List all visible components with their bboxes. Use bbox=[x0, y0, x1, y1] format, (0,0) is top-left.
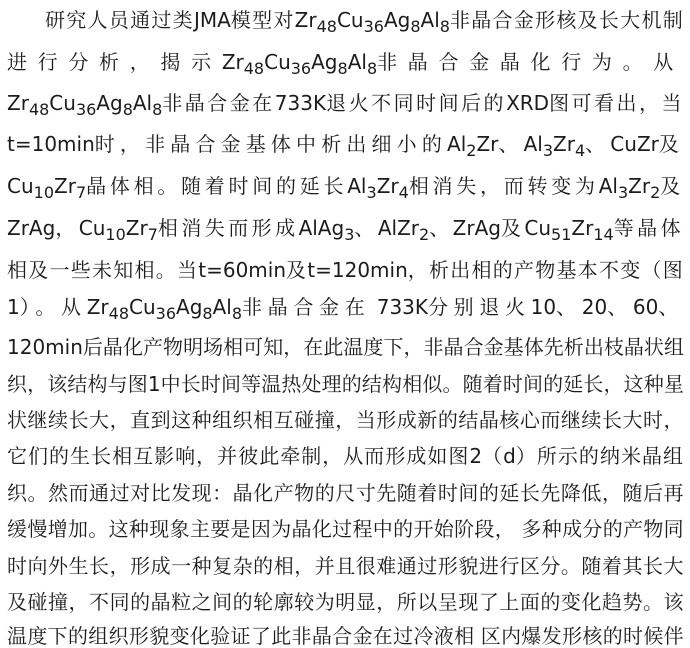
text-segment bbox=[7, 554, 684, 578]
text-segment bbox=[585, 132, 684, 156]
text-run: Al bbox=[347, 174, 367, 198]
text-segment bbox=[377, 174, 399, 198]
text-run: 1 bbox=[147, 372, 161, 396]
text-run: Cu bbox=[336, 8, 364, 32]
text-run: JMA bbox=[193, 8, 231, 32]
text-segment bbox=[450, 8, 684, 32]
text-run: Zr bbox=[476, 132, 499, 156]
text-run: ， bbox=[55, 216, 79, 240]
text-segment bbox=[409, 174, 618, 198]
subscript: 8 bbox=[231, 304, 243, 324]
text-run: ，析出相的产物基本不变（图 bbox=[407, 258, 685, 282]
text-run: t=120min bbox=[307, 258, 408, 282]
text-run: 非晶合金在 bbox=[162, 91, 275, 115]
text-segment bbox=[7, 295, 109, 319]
text-segment bbox=[348, 50, 367, 74]
text-segment bbox=[86, 174, 366, 198]
subscript: 4 bbox=[398, 183, 409, 203]
text-segment bbox=[660, 174, 684, 198]
text-run: Cu bbox=[7, 174, 34, 198]
text-segment bbox=[476, 132, 542, 156]
text-run: 、 bbox=[429, 216, 453, 240]
text-run: 进行分析，揭示 bbox=[7, 50, 222, 74]
text-run: 10 bbox=[530, 295, 557, 319]
subscript: 8 bbox=[366, 59, 378, 79]
subscript: 36 bbox=[75, 100, 97, 120]
text-segment bbox=[158, 216, 344, 240]
text-run: Zr bbox=[54, 174, 76, 198]
text-segment bbox=[377, 50, 684, 74]
text-run: 多种成分的产物同 bbox=[521, 517, 685, 541]
text-segment bbox=[7, 590, 684, 614]
paragraph-line-5 bbox=[7, 174, 685, 203]
subscript: 8 bbox=[337, 59, 348, 79]
paragraph-line-16 bbox=[7, 590, 684, 614]
text-run: Zr bbox=[376, 174, 399, 198]
subscript: 3 bbox=[542, 141, 553, 161]
subscript: 8 bbox=[439, 17, 450, 37]
paragraph-line-9 bbox=[7, 335, 684, 359]
text-run: XRD bbox=[506, 91, 550, 115]
text-segment bbox=[176, 295, 202, 319]
text-run: 研究人员通过类 bbox=[45, 8, 194, 32]
text-segment bbox=[553, 132, 575, 156]
paragraph-line-7 bbox=[7, 258, 684, 282]
text-run: 及碰撞，不同的晶粒之间的轮廓较为明显，所以呈现了上面的变化趋势。该 bbox=[7, 590, 684, 614]
paragraph-line-17 bbox=[7, 624, 684, 648]
subscript: 48 bbox=[316, 17, 337, 37]
subscript: 36 bbox=[363, 17, 384, 37]
text-segment bbox=[7, 624, 684, 648]
text-run: Zr bbox=[221, 50, 244, 74]
text-run: Ag bbox=[176, 295, 203, 319]
text-run: 、 bbox=[658, 295, 685, 319]
text-segment bbox=[126, 216, 148, 240]
text-run: 相消失而形成 bbox=[157, 216, 299, 240]
text-segment bbox=[7, 91, 29, 115]
paragraph-line-10 bbox=[7, 372, 684, 396]
text-run: Al bbox=[420, 8, 440, 32]
text-run: 、 bbox=[607, 295, 633, 319]
subscript: 10 bbox=[33, 183, 54, 203]
text-run: 、 bbox=[585, 132, 611, 156]
text-run: Cu bbox=[49, 91, 76, 115]
subscript: 10 bbox=[105, 225, 126, 245]
subscript: 2 bbox=[466, 141, 477, 161]
text-run: 织。然而通过对比发现：晶化产物的尺寸先随着时间的延长先降低，随后再 bbox=[7, 481, 684, 505]
paragraph-line-4 bbox=[7, 132, 685, 161]
text-segment bbox=[7, 258, 684, 282]
text-segment bbox=[45, 8, 317, 32]
text-run: AlZr bbox=[377, 216, 419, 240]
text-run: 60 bbox=[632, 295, 659, 319]
paragraph-line-13 bbox=[7, 481, 684, 505]
text-run: Zr bbox=[571, 216, 594, 240]
text-run: 织，该结构与图 bbox=[7, 372, 148, 396]
text-run: Cu bbox=[524, 216, 552, 240]
text-run: Al bbox=[447, 132, 467, 156]
text-run: 20 bbox=[581, 295, 608, 319]
text-run: Al bbox=[212, 295, 232, 319]
text-run: Zr bbox=[628, 174, 651, 198]
text-segment bbox=[7, 444, 684, 468]
text-segment bbox=[96, 91, 122, 115]
subscript: 51 bbox=[551, 225, 572, 245]
text-run: ZrAg bbox=[452, 216, 501, 240]
subscript: 7 bbox=[147, 225, 158, 245]
text-run: 状继续长大，直到这种组织相互碰撞，当形成新的结晶核心而继续长大时， bbox=[7, 408, 684, 432]
text-run: 1 bbox=[7, 295, 20, 319]
subscript: 7 bbox=[75, 183, 87, 203]
text-run: 733K bbox=[274, 91, 327, 115]
text-segment bbox=[7, 408, 684, 432]
text-segment bbox=[311, 50, 337, 74]
paragraph-line-2 bbox=[7, 50, 684, 79]
text-run: Al bbox=[523, 132, 543, 156]
text-run: t=10min bbox=[7, 132, 95, 156]
text-run: Ag bbox=[383, 8, 411, 32]
text-run: 、 bbox=[354, 216, 378, 240]
subscript: 3 bbox=[617, 183, 629, 203]
text-run: 缓慢增加。这种现象主要是因为晶化过程中的开始阶段， bbox=[7, 517, 516, 541]
subscript: 8 bbox=[202, 304, 213, 324]
text-run: 相消失，而转变为 bbox=[408, 174, 599, 198]
text-run: 它们的生长相互影响，并彼此牵制，从而形成如图 bbox=[7, 444, 470, 468]
subscript: 2 bbox=[419, 225, 430, 245]
text-run: 等晶体 bbox=[613, 216, 685, 240]
text-segment bbox=[49, 91, 76, 115]
text-segment bbox=[7, 335, 684, 359]
text-segment bbox=[133, 91, 152, 115]
text-run: AlAg bbox=[298, 216, 345, 240]
text-run: 及 bbox=[660, 174, 685, 198]
subscript: 48 bbox=[243, 59, 265, 79]
text-run: 非晶合金形核及长大机制 bbox=[449, 8, 685, 32]
paragraph-line-6 bbox=[7, 216, 685, 245]
text-run: 区内爆发形核的时候伴 bbox=[480, 624, 685, 648]
subscript: 4 bbox=[574, 141, 586, 161]
paragraph-line-12 bbox=[7, 444, 684, 468]
text-run: 时，非晶合金基体中析出细小的 bbox=[94, 132, 448, 156]
text-run: Cu bbox=[129, 295, 156, 319]
paragraph-line-1 bbox=[45, 8, 685, 37]
text-run: 中长时间等温热处理的结构相似。随着时间的延长，这种星 bbox=[160, 372, 685, 396]
text-segment bbox=[7, 174, 34, 198]
text-segment bbox=[213, 295, 232, 319]
subscript: 36 bbox=[155, 304, 177, 324]
text-segment bbox=[628, 174, 650, 198]
text-run: 、 bbox=[556, 295, 582, 319]
text-run: 2 bbox=[469, 444, 483, 468]
text-segment bbox=[7, 481, 684, 505]
text-run: 图可看出，当 bbox=[549, 91, 685, 115]
subscript: 48 bbox=[108, 304, 130, 324]
text-segment bbox=[162, 91, 684, 115]
subscript: 48 bbox=[28, 100, 50, 120]
text-segment bbox=[7, 517, 684, 541]
text-run: Al bbox=[347, 50, 367, 74]
text-run: Cu bbox=[78, 216, 106, 240]
text-segment bbox=[7, 50, 244, 74]
text-run: Al bbox=[598, 174, 618, 198]
text-run: Zr bbox=[7, 91, 29, 115]
text-run: 及 bbox=[500, 216, 525, 240]
text-run: CuZr bbox=[610, 132, 659, 156]
subscript: 36 bbox=[290, 59, 312, 79]
text-segment bbox=[614, 216, 684, 240]
text-run: 退火不同时间后的 bbox=[326, 91, 507, 115]
subscript: 8 bbox=[122, 100, 133, 120]
text-segment bbox=[54, 174, 76, 198]
text-run: Ag bbox=[96, 91, 123, 115]
text-run: 相及一些未知相。当 bbox=[7, 258, 199, 282]
text-run: Zr bbox=[294, 8, 317, 32]
text-segment bbox=[337, 8, 364, 32]
subscript: 3 bbox=[344, 225, 355, 245]
text-run: 晶体相。随着时间的延长 bbox=[86, 174, 348, 198]
text-run: 及 bbox=[658, 132, 685, 156]
text-run: Zr bbox=[125, 216, 148, 240]
text-run: t=60min bbox=[198, 258, 287, 282]
subscript: 8 bbox=[152, 100, 163, 120]
text-run: Ag bbox=[311, 50, 338, 74]
paragraph-line-8 bbox=[7, 295, 685, 324]
paragraph-line-11 bbox=[7, 408, 684, 432]
text-run: ZrAg bbox=[7, 216, 56, 240]
text-segment bbox=[264, 50, 291, 74]
text-segment bbox=[242, 295, 684, 319]
subscript: 8 bbox=[410, 17, 421, 37]
text-segment bbox=[7, 216, 105, 240]
text-run: Al bbox=[132, 91, 153, 115]
text-segment bbox=[429, 216, 551, 240]
text-run: 非晶合金晶化行为。从 bbox=[377, 50, 684, 74]
text-run: 、 bbox=[498, 132, 524, 156]
text-segment bbox=[421, 8, 440, 32]
text-run: 模型对 bbox=[230, 8, 295, 32]
text-run: ）所示的纳米晶组 bbox=[515, 444, 685, 468]
text-run: 后晶化产物明场相可知，在此温度下，非晶合金基体先析出枝晶状组 bbox=[82, 335, 684, 359]
text-segment bbox=[571, 216, 593, 240]
text-segment bbox=[384, 8, 410, 32]
subscript: 14 bbox=[593, 225, 614, 245]
text-run: d bbox=[503, 444, 516, 468]
text-run: 及 bbox=[286, 258, 308, 282]
paragraph-line-14 bbox=[7, 517, 684, 541]
text-run: Cu bbox=[264, 50, 291, 74]
text-segment bbox=[7, 372, 684, 396]
text-run: 733K bbox=[370, 295, 429, 319]
paragraph-line-15 bbox=[7, 554, 684, 578]
text-run: 时向外生长，形成一种复杂的相，并且很难通过形貌进行区分。随着其长大 bbox=[7, 554, 684, 578]
paragraph-line-3 bbox=[7, 91, 685, 120]
text-run: Zr bbox=[553, 132, 575, 156]
subscript: 2 bbox=[650, 183, 661, 203]
text-run: ）。从 bbox=[19, 295, 87, 319]
text-run: 分别退火 bbox=[428, 295, 531, 319]
text-segment bbox=[7, 132, 466, 156]
text-segment bbox=[354, 216, 419, 240]
text-run: 120min bbox=[7, 335, 83, 359]
text-segment bbox=[129, 295, 156, 319]
text-run: 温度下的组织形貌变化验证了此非晶合金在过冷液相 bbox=[7, 624, 475, 648]
text-run: Zr bbox=[86, 295, 109, 319]
text-run: 非晶合金在 bbox=[242, 295, 371, 319]
subscript: 3 bbox=[366, 183, 377, 203]
text-run: （ bbox=[482, 444, 504, 468]
